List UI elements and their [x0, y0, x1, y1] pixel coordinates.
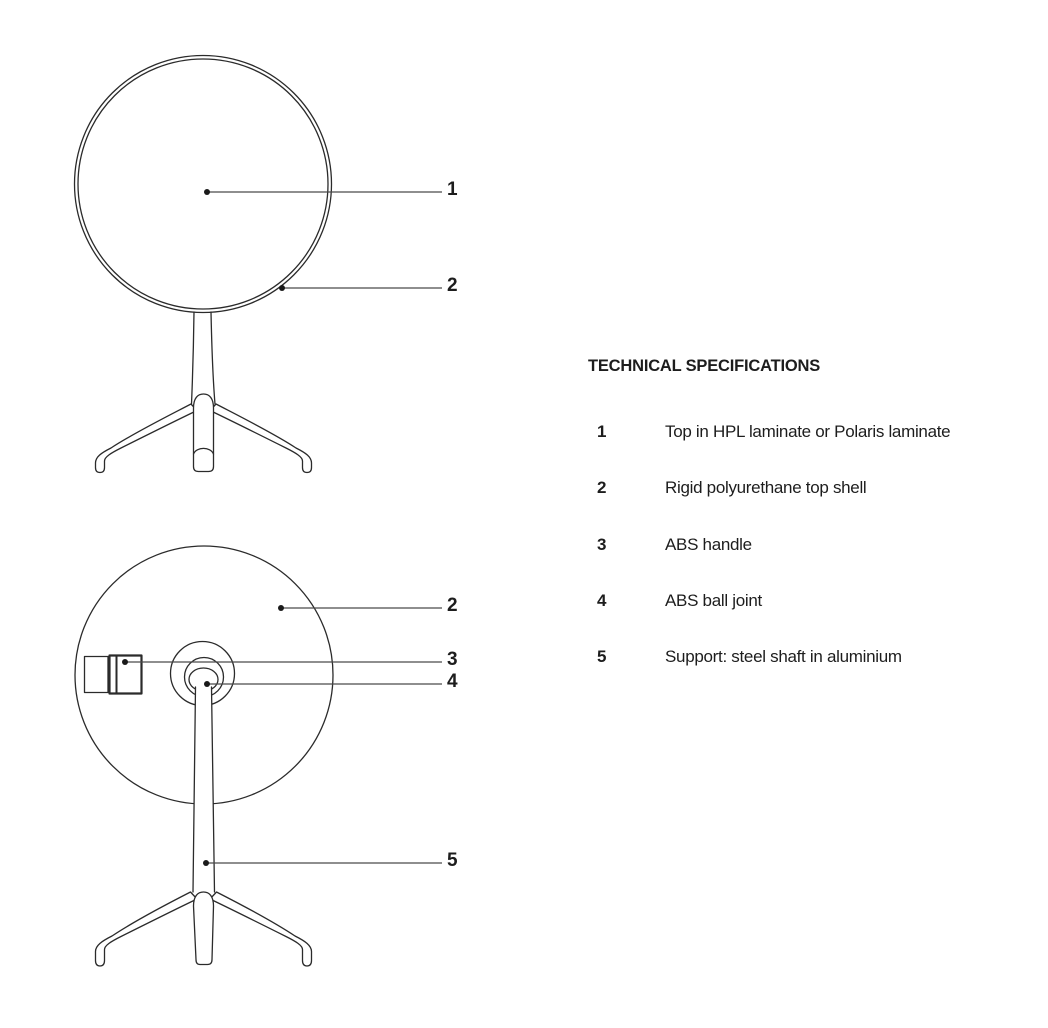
spec-item-2: [597, 477, 1027, 499]
back-view-drawing: [75, 546, 333, 966]
shaft-left-edge: [192, 312, 195, 404]
callout-dot-2-top: [279, 285, 285, 291]
spec-item-text: Rigid polyurethane top shell: [665, 478, 867, 497]
callout-dot-4-bottom: [204, 681, 210, 687]
callout-dot-3-bottom: [122, 659, 128, 665]
spec-item-number: 1: [597, 422, 607, 441]
handle: [85, 656, 142, 694]
spec-item-number: 5: [597, 647, 607, 666]
callout-label-5-back: 5: [447, 850, 458, 871]
base-front-leg: [194, 394, 214, 472]
callout-dot-2-bottom: [278, 605, 284, 611]
base-right-leg: [210, 404, 312, 473]
callout-dot-1-top: [204, 189, 210, 195]
base-front-leg: [194, 892, 214, 965]
specs-heading: TECHNICAL SPECIFICATIONS: [588, 357, 821, 375]
shaft-right-edge: [211, 312, 215, 404]
callout-label-2-front: 2: [447, 275, 458, 296]
spec-item-text: ABS ball joint: [665, 591, 762, 610]
base-left-leg: [96, 404, 198, 473]
callout-label-4-back: 4: [447, 671, 458, 692]
spec-item-5: [597, 646, 1027, 668]
front-view-drawing: [75, 56, 332, 473]
spec-item-3: [597, 534, 1027, 556]
callout-label-2-back: 2: [447, 595, 458, 616]
callout-label-3-back: 3: [447, 649, 458, 670]
tabletop-outer-rim: [75, 56, 332, 313]
callout-dot-5-bottom: [203, 860, 209, 866]
base-right-leg: [210, 892, 312, 966]
spec-item-number: 4: [597, 591, 607, 610]
spec-item-number: 3: [597, 535, 607, 554]
handle-plate: [85, 657, 109, 693]
tabletop-inner-rim: [78, 59, 328, 309]
spec-item-4: [597, 590, 1027, 612]
spec-item-number: 2: [597, 478, 607, 497]
spec-item-text: Support: steel shaft in aluminium: [665, 647, 902, 666]
spec-item-1: [597, 421, 1027, 443]
callout-lines: [125, 192, 442, 863]
base-left-leg: [96, 892, 198, 966]
callout-label-1-front: 1: [447, 179, 458, 200]
spec-item-text: ABS handle: [665, 535, 752, 554]
spec-item-text: Top in HPL laminate or Polaris laminate: [665, 422, 951, 441]
